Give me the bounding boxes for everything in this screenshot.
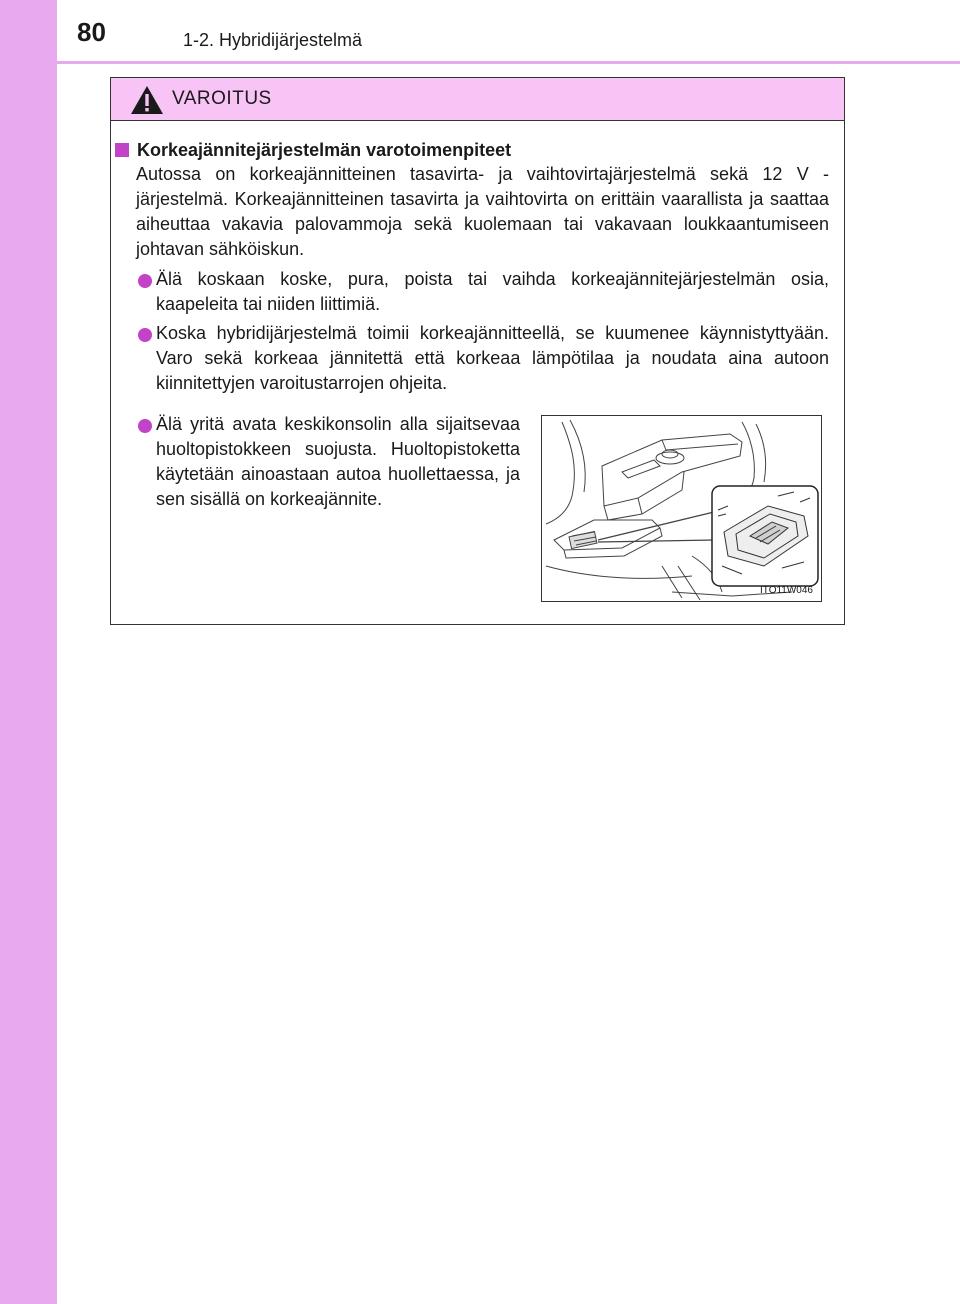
warning-header bbox=[111, 78, 844, 121]
header-rule bbox=[57, 61, 960, 64]
warning-heading-text: Korkeajännitejärjestelmän varotoimenpiteet bbox=[137, 140, 512, 160]
round-bullet-icon bbox=[138, 328, 152, 342]
section-title: 1-2. Hybridijärjestelmä bbox=[183, 30, 363, 50]
square-bullet-icon bbox=[115, 143, 129, 157]
side-tab bbox=[0, 0, 57, 1304]
center-console-illustration bbox=[541, 415, 822, 602]
warning-intro: Autossa on korkeajännitteinen tasavirta- ja vaihtovirtajärjestelmä sekä 12 V -järjestelmä. Korkeajännitteinen tasavirta ja vaihtovirta on erittäin vaarallista ja saattaa aiheuttaa vakavia palovammoja sekä kuolemaan tai vakavaan loukkaantumiseen johtavan sähköiskun. bbox=[136, 164, 829, 259]
warning-triangle-icon bbox=[130, 85, 164, 115]
warning-bullet-2: Koska hybridijärjestelmä toimii korkeajännitteellä, se kuumenee käynnistyttyään. Varo sekä korkeaa jännitettä että korkeaa lämpötilaa ja noudata aina autoon kiinnitettyjen varoitustarrojen ohjeita. bbox=[156, 323, 829, 393]
round-bullet-icon bbox=[138, 274, 152, 288]
console-line-drawing bbox=[542, 416, 822, 602]
warning-label: VAROITUS bbox=[172, 88, 272, 109]
page-number: 80 bbox=[77, 17, 106, 47]
warning-heading bbox=[115, 138, 511, 162]
warning-bullet-1: Älä koskaan koske, pura, poista tai vaihda korkeajännitejärjestelmän osia, kaapeleita tai niiden liittimiä. bbox=[156, 269, 829, 314]
warning-box bbox=[110, 77, 845, 625]
warning-bullet-3: Älä yritä avata keskikonsolin alla sijaitsevaa huoltopistokkeen suojusta. Huoltopistoketta käytetään ainoastaan autoa huollettaessa, ja sen sisällä on korkeajännite. bbox=[156, 414, 520, 509]
figure-code: ITO11W046 bbox=[760, 585, 813, 596]
round-bullet-icon bbox=[138, 419, 152, 433]
